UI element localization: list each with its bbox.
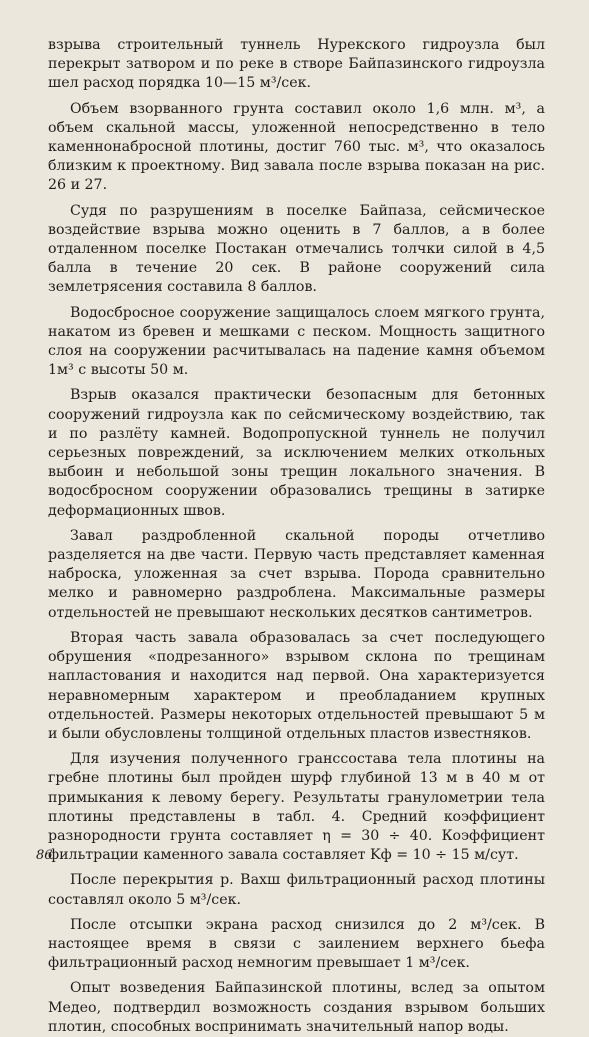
paragraph-6: Завал раздробленной скальной породы отчетливо разделяется на две части. Первую часть представляет каменная наброска, уложенная за счет взрыва. Порода сравнительно мелко и равномерно раздроблена. Максимальные размеры отдельностей не превышают нескольких десятков сантиметров. xyxy=(48,527,545,621)
paragraph-5: Взрыв оказался практически безопасным для бетонных сооружений гидроузла как по сейсмическому воздействию, так и по разлёту камней. Водопропускной туннель не получил серьезных повреждений, за исключением мелких откольных выбоин и небольшой зоны трещин локального значения. В водосбросном сооружении образовались трещины в затирке деформационных швов. xyxy=(48,387,545,519)
paragraph-2: Объем взорванного грунта составил около 1,6 млн. м³, а объем скальной массы, уложенной непосредственно в тело каменнонабросной плотины, достиг 760 тыс. м³, что оказалось близким к проектному. Вид завала после взрыва показан на рис. 26 и 27. xyxy=(48,100,545,194)
paragraph-10: После отсыпки экрана расход снизился до 2 м³/сек. В настоящее время в связи с заилением верхнего бьефа фильтрационный расход немногим превышает 1 м³/сек. xyxy=(48,916,545,972)
body-text xyxy=(48,36,545,1037)
paragraph-1: взрыва строительный туннель Нурекского гидроузла был перекрыт затвором и по реке в створе Байпазинского гидроузла шел расход порядка 10—15 м³/сек. xyxy=(48,37,545,92)
page-number: 86 xyxy=(36,848,53,863)
paragraph-9: После перекрытия р. Вахш фильтрационный расход плотины составлял около 5 м³/сек. xyxy=(48,872,545,908)
paragraph-7: Вторая часть завала образовалась за счет последующего обрушения «подрезанного» взрывом склона по трещинам напластования и находится над первой. Она характеризуется неравномерным характером и преобладанием крупных отдельностей. Размеры некоторых отдельностей превышают 5 м и были обусловлены толщиной отдельных пластов известняков. xyxy=(48,629,545,742)
paragraph-3: Судя по разрушениям в поселке Байпаза, сейсмическое воздействие взрыва можно оценить в 7 баллов, а в более отдаленном поселке Постакан отмечались толчки силой в 4,5 балла в течение 20 сек. В районе сооружений сила землетрясения составила 8 баллов. xyxy=(48,202,545,296)
paragraph-8: Для изучения полученного гранссостава тела плотины на гребне плотины был пройден шурф глубиной 13 м в 40 м от примыкания к левому берегу. Результаты гранулометрии тела плотины представлены в табл. 4. Средний коэффициент разнородности грунта составляет η = 30 ÷ 40. Коэффициент фильтрации каменного завала составляет Kф = 10 ÷ 15 м/сут. xyxy=(48,751,545,864)
paragraph-11: Опыт возведения Байпазинской плотины, вслед за опытом Медео, подтвердил возможность создания взрывом больших плотин, способных воспринимать значительный напор воды. xyxy=(48,980,545,1035)
paragraph-4: Водосбросное сооружение защищалось слоем мягкого грунта, накатом из бревен и мешками с песком. Мощность защитного слоя на сооружении расчитывалась на падение камня объемом 1м³ с высоты 50 м. xyxy=(48,304,545,379)
